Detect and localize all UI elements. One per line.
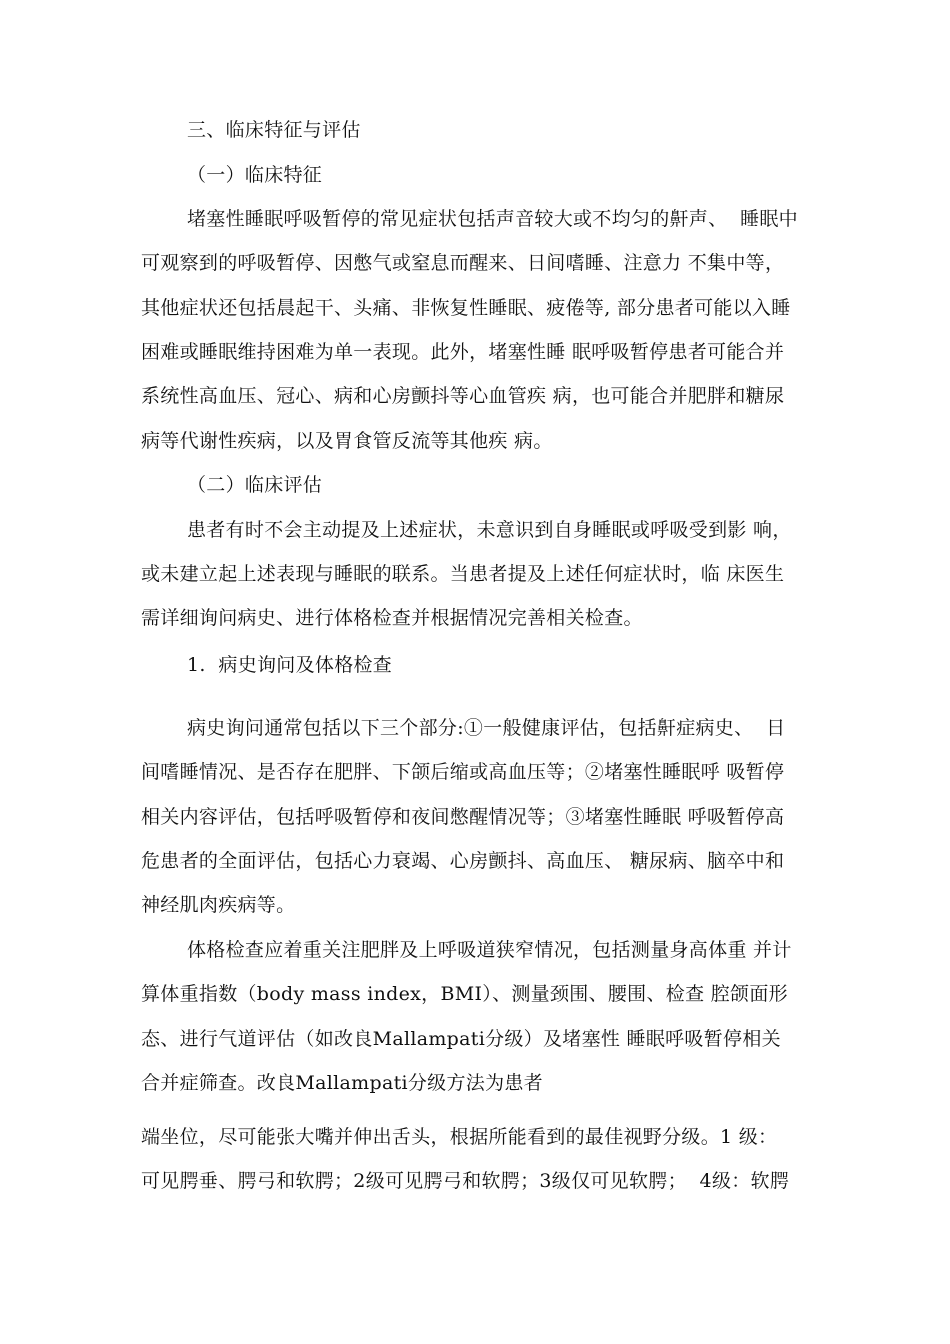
numbered-heading: 1. 病史询问及体格检查 <box>187 654 393 676</box>
paragraph-line: 或未建立起上述表现与睡眠的联系。当患者提及上述任何症状时，临 床医生 <box>141 563 785 585</box>
paragraph-line: 需详细询问病史、进行体格检查并根据情况完善相关检查。 <box>141 607 643 629</box>
paragraph-line: 相关内容评估，包括呼吸暂停和夜间憋醒情况等；③堵塞性睡眠 呼吸暂停高 <box>141 806 785 828</box>
paragraph-line: 患者有时不会主动提及上述症状，未意识到自身睡眠或呼吸受到影 响， <box>187 519 792 541</box>
paragraph-line: 态、进行气道评估（如改良Mallampati分级）及堵塞性 睡眠呼吸暂停相关 <box>141 1028 781 1050</box>
paragraph-line: 系统性高血压、冠心、病和心房颤抖等心血管疾 病，也可能合并肥胖和糖尿 <box>141 385 785 407</box>
paragraph-line: 危患者的全面评估，包括心力衰竭、心房颤抖、高血压、 糖尿病、脑卒中和 <box>141 850 785 872</box>
paragraph-line: 可观察到的呼吸暂停、因憋气或窒息而醒来、日间嗜睡、注意力 不集中等， <box>141 252 785 274</box>
paragraph-line: 体格检查应着重关注肥胖及上呼吸道狭窄情况，包括测量身高体重 并计 <box>187 939 792 961</box>
subsection-heading: （二）临床评估 <box>187 474 323 496</box>
paragraph-line: 病等代谢性疾病，以及胃食管反流等其他疾 病。 <box>141 430 553 452</box>
paragraph-line: 算体重指数（body mass index，BMI）、测量颈围、腰围、检查 腔颌面形 <box>141 983 788 1005</box>
paragraph-line: 神经肌肉疾病等。 <box>141 894 296 916</box>
subsection-heading: （一）临床特征 <box>187 164 323 186</box>
paragraph-line: 可见腭垂、腭弓和软腭；2级可见腭弓和软腭；3级仅可见软腭； 4级：软腭 <box>141 1170 790 1192</box>
paragraph-line: 病史询问通常包括以下三个部分:①一般健康评估，包括鼾症病史、 日 <box>187 717 786 739</box>
paragraph-line: 堵塞性睡眠呼吸暂停的常见症状包括声音较大或不均匀的鼾声、 睡眠中 <box>187 208 798 230</box>
paragraph-line: 端坐位，尽可能张大嘴并伸出舌头，根据所能看到的最佳视野分级。1 级： <box>141 1126 778 1148</box>
paragraph-line: 其他症状还包括晨起干、头痛、非恢复性睡眠、疲倦等, 部分患者可能以入睡 <box>141 297 791 319</box>
paragraph-line: 困难或睡眠维持困难为单一表现。此外，堵塞性睡 眠呼吸暂停患者可能合并 <box>141 341 785 363</box>
paragraph-line: 合并症筛查。改良Mallampati分级方法为患者 <box>141 1072 543 1094</box>
section-heading: 三、临床特征与评估 <box>187 119 361 141</box>
paragraph-line: 间嗜睡情况、是否存在肥胖、下颌后缩或高血压等；②堵塞性睡眠呼 吸暂停 <box>141 761 785 783</box>
